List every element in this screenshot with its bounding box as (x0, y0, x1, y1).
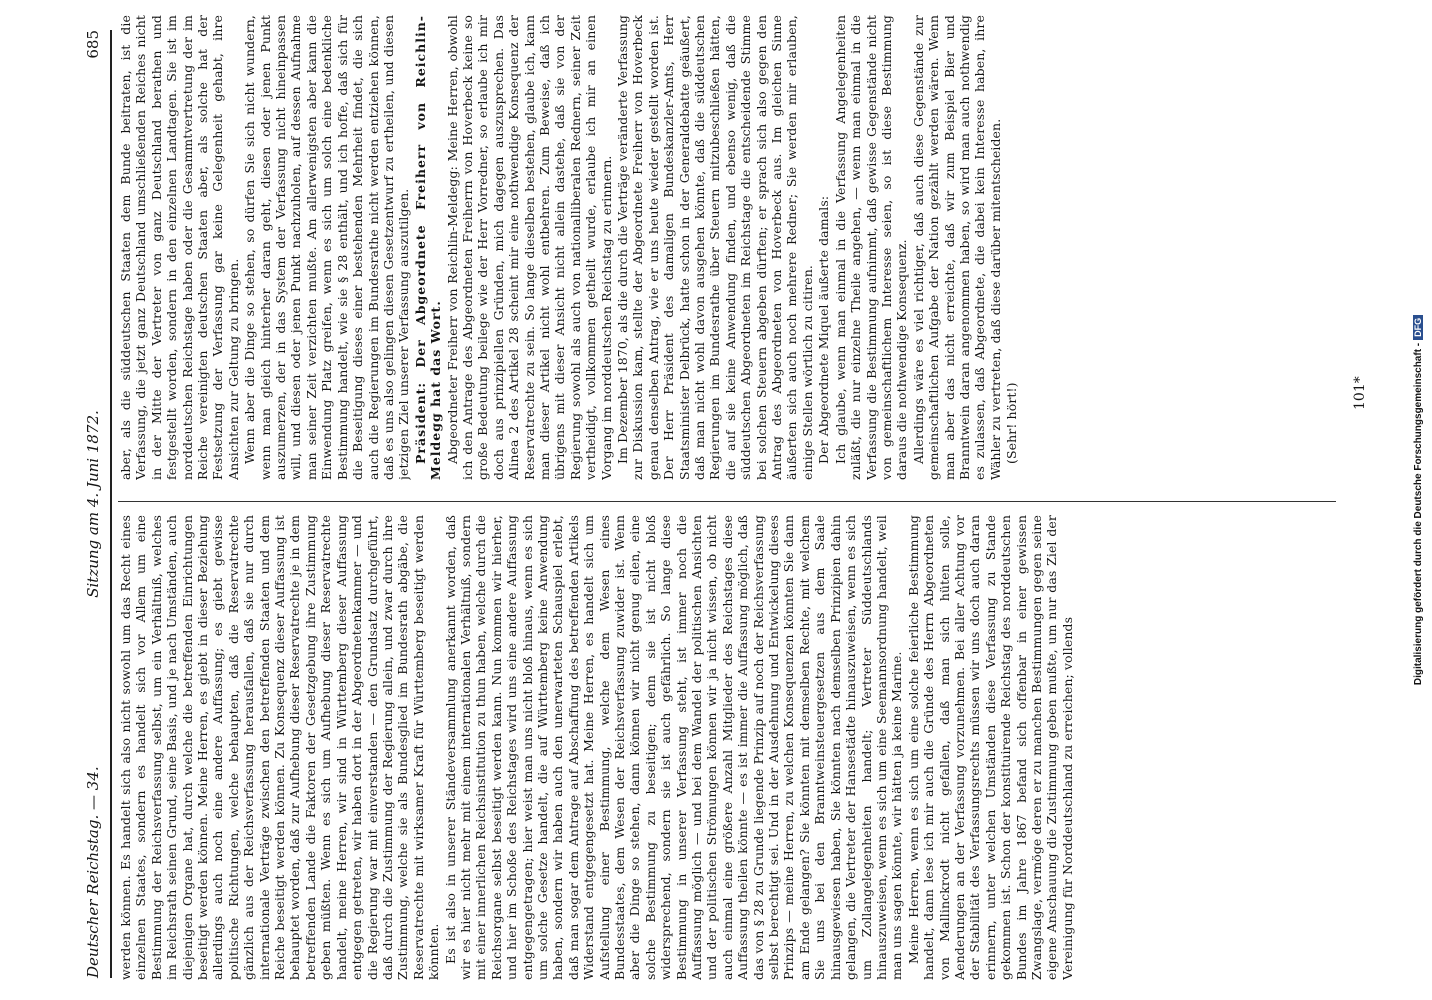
header-session: Sitzung am 4. Juni 1872. (84, 410, 102, 598)
speaker-line: Präsident: Der Abgeordnete Freiherr von Reichlin-Meldegg hat das Wort. (412, 15, 444, 480)
column-divider (118, 501, 1336, 502)
paragraph: Es ist also in unserer Ständeversammlung anerkannt worden, daß wir es hier nicht mehr mit einem internationalen Verhältniß, sondern mit einer innerlichen Reichsinstitution zu thun haben, welche durch die Reichsorgane selbst beseitigt werden kann. Nun kommen wir hierher, und hier im Schoße des Reichstages wird uns eine andere Auffassung entgegengetragen; hier weist man uns nicht bloß hinaus, wenn es sich um solche Gesetze handelt, die auf Württemberg keine Anwendung haben, sondern wir haben auch den unerwarteten Schauspiel erlebt, daß man sogar dem Antrage auf Abschaffung des betreffenden Artikels Widerstand entgegengesetzt hat. Meine Herren, es handelt sich um Aufstellung einer Bestimmung, welche dem Wesen eines Bundesstaates, dem Wesen der Reichsverfassung zuwider ist. Wenn aber die Dinge so stehen, dann können wir nicht genug eilen, eine solche Bestimmung zu beseitigen; denn sie ist nicht bloß widersprechend, sondern sie ist auch gefährlich. So lange diese Bestimmung in unserer Verfassung steht, ist immer noch die Auffassung möglich — und bei dem Wandel der politischen Ansichten und der politischen Strömungen können wir ja nicht wissen, ob nicht auch einmal eine größere Anzahl Mitglieder des Reichstages diese Auffassung theilen könnte — es ist immer die Auffassung möglich, daß das von § 28 zu Grunde liegende Prinzip auf noch der Reichsverfassung selbst berechtigt sei. Und in der Ausdehnung und Entwickelung dieses Prinzips — meine Herren, zu welchen Konsequenzen könnten Sie dann am Ende gelangen? Sie könnten mit demselben Rechte, mit welchem Sie uns bei den Branntweinsteuergesetzen aus dem Saale hinausgewiesen haben, Sie könnten nach demselben Prinzipien dahin gelangen, die Vertreter der Hansestädte hinauszuweisen, wenn es sich um Zollangelegenheiten handelt; Vertreter Süddeutschlands hinauszuweisen, wenn es sich um eine Seemannsordnung handelt, weil man uns sagen könnte, wir hätten ja keine Marine. (442, 515, 905, 980)
paragraph: aber, als die süddeutschen Staaten dem Bunde beitraten, ist die Verfassung, die jetzt ganz Deutschland umschließenden Reiches nicht in der Mitte der Vertreter von ganz Deutschland berathen und festgestellt worden, sondern in den einzelnen Landtagen. Sie ist im norddeutschen Reichstage haben oder die Gesammtvertretung der im Reiche vereinigten deutschen Staaten aber, als solche hat der Festsetzung der Verfassung gar keine Gelegenheit gehabt, ihre Ansichten zur Geltung zu bringen. (118, 15, 241, 480)
interjection: (Sehr! hört!) (1004, 382, 1020, 464)
paragraph: werden können. Es handelt sich also nicht sowohl um das Recht eines einzelnen Staates, sondern es handelt sich vor Allem um eine Bestimmung der Reichsverfassung selbst, um ein Verhältniß, welches im Reichsrath seinen Grund, seine Basis, und je nach Umständen, auch diejenigen Organe hat, durch welche die betreffenden Einrichtungen beseitigt werden können. Meine Herren, es giebt in dieser Beziehung allerdings auch noch eine andere Auffassung; es giebt gewisse politische Richtungen, welche behaupten, daß die Reservatrechte gänzlich aus der Reichsverfassung herausfallen, daß sie nur durch internationale Verträge zwischen den betreffenden Staaten und dem Reiche beseitigt werden können. Zu Konsequenz dieser Auffassung ist behauptet worden, daß zur Aufhebung dieser Reservatrechte je in dem betreffenden Lande die Faktoren der Gesetzgebung ihre Zustimmung geben müßten. Wenn es sich um Aufhebung dieser Reservatrechte handelt, meine Herren, wir sind in Württemberg dieser Auffassung entgegen getreten, wir haben dort in der Abgeordnetenkammer — und die Regierung war mit einverstanden — den Grundsatz durchgeführt, daß durch die Zustimmung der Regierung allein, und zwar durch ihre Zustimmung, welche sie als Bundesglied im Bundesrath abgäbe, die Reservatrechte mit wirksamer Kraft für Württemberg beseitigt werden könnten. (118, 515, 442, 980)
paragraph: Wenn aber die Dinge so stehen, so dürfen Sie sich nicht wundern, wenn man gleich hinterher daran geht, diesen oder jenen Punkt auszumerzen, der in das System der Verfassung nicht hineinpassen will, und diesen oder jenen Punkt nachzuholen, auf dessen Aufnahme man seiner Zeit verzichten mußte. Am allerwenigsten aber kann die Einwendung Platz greifen, wenn es sich um solch eine bedenkliche Bestimmung handelt, wie sie § 28 enthält, und ich hoffe, daß sich für die Beseitigung dieses einer bestehenden Mehrheit findet, die sich auch die Regierungen im Bundesrathe nicht werden entziehen können, daß es uns also gelingen diesen Gesetzentwurf zu ertheilen, und diesen jetzigen Ziel unserer Verfassung auszutilgen. (242, 15, 412, 480)
left-column (118, 515, 1336, 980)
header-page-number: 685 (84, 30, 102, 59)
quote-paragraph: Ich glaube, wenn man einmal in die Verfassung Angelegenheiten zuläßt, die nur einzelne Theile angehen, — wenn man einmal in die Verfassung die Bestimmung aufnimmt, daß gewisse Gegenstände nicht von gemeinschaftlichem Interesse seien, so ist diese Bestimmung daraus die nothwendige Konsequenz. (832, 15, 910, 480)
digitization-credit (1413, 0, 1427, 1000)
dfg-logo: DFG (1413, 315, 1423, 340)
right-column (118, 15, 1336, 480)
quote-paragraph: Allerdings wäre es viel richtiger, daß auch diese Gegenstände zur gemeinschaftlichen Aufgabe der Nation gezählt werden wären. Wenn man aber das nicht erreichte, daß wir zum Beispiel Bier und Branntwein daran angenommen haben, so wird man auch nothwendig es zulassen, daß Abgeordnete, die dabei kein Interesse haben, ihre Wähler zu vertreten, daß diese darüber mitentscheiden. (910, 15, 1003, 480)
signature-number: 101* (1352, 376, 1368, 410)
page-header (84, 30, 110, 978)
paragraph: Abgeordneter Freiherr von Reichlin-Meldegg: Meine Herren, obwohl ich den Antrage des Abgeordneten Freiherrn von Hoverbeck keine so große Bedeutung beilege wie der Herr Vorredner, so erlaube ich mir doch aus prinzipiellen Gründen, mich dagegen auszusprechen. Das Alinea 2 des Artikel 28 scheint mir eine nothwendige Konsequenz der Reservatrechte zu sein. So lange dieselben bestehen, glaube ich, kann man dieser Artikel nicht wohl entbehren. Zum Beweise, daß ich übrigens mit dieser Ansicht nicht allein dastehe, daß sie von der Regierung sowohl als auch von nationalliberalen Rednern, seiner Zeit vertheidigt, vollkommen getheilt wurde, erlaube ich mir an einen Vorgang im norddeutschen Reichstag zu erinnern. (444, 15, 614, 480)
paragraph: Der Abgeordnete Miquel äußerte damals: (816, 195, 832, 464)
header-publication: Deutscher Reichstag. — 34. (84, 766, 102, 978)
paragraph: Im Dezember 1870, als die durch die Verträge veränderte Verfassung zur Diskussion kam, stellte der Abgeordnete Freiherr von Hoverbeck genau denselben Antrag, wie er uns heute wieder gestellt worden ist. Der Herr Präsident des damaligen Bundeskanzler-Amts, Herr Staatsminister Delbrück, hatte schon in der Generaldebatte geäußert, daß man nicht wohl davon ausgehen könnte, daß die süddeutschen Regierungen im Bundesrathe über Steuern mitzubeschließen hätten, die auf sie keine Anwendung finden, und ebenso wenig, daß die süddeutschen Abgeordneten im Reichstage die entscheidende Stimme bei solchen Steuern abgeben dürften; er sprach sich also gegen den Antrag des Abgeordneten von Hoverbeck aus. Im gleichen Sinne äußerten sich auch noch mehrere Redner; Sie werden mir erlauben, einige Stellen wörtlich zu citiren. (615, 15, 815, 480)
credit-text: Digitalisierung gefördert durch die Deutsche Forschungsgemeinschaft - (1413, 342, 1424, 686)
header-rule (110, 30, 112, 978)
paragraph: Meine Herren, wenn es sich um eine solche feierliche Bestimmung handelt, dann lese ich mir auch die Gründe des Herrn Abgeordneten von Mallinckrodt nicht gefallen, daß man sich hüten solle, Aenderungen an der Verfassung vorzunehmen. Bei aller Achtung vor der Stabilität des Verfassungsrechts müssen wir uns doch auch daran erinnern, unter welchen Umständen diese Verfassung zu Stande gekommen ist. Schon der konstituirende Reichstag des norddeutschen Bundes im Jahre 1867 befand sich offenbar in einer gewissen Zwangslage, vermöge deren er zu manchen Bestimmungen gegen seine eigene Anschauung die Zustimmung geben mußte, um nur das Ziel der Vereinigung für Norddeutschland zu erreichen; vollends (905, 515, 1075, 980)
